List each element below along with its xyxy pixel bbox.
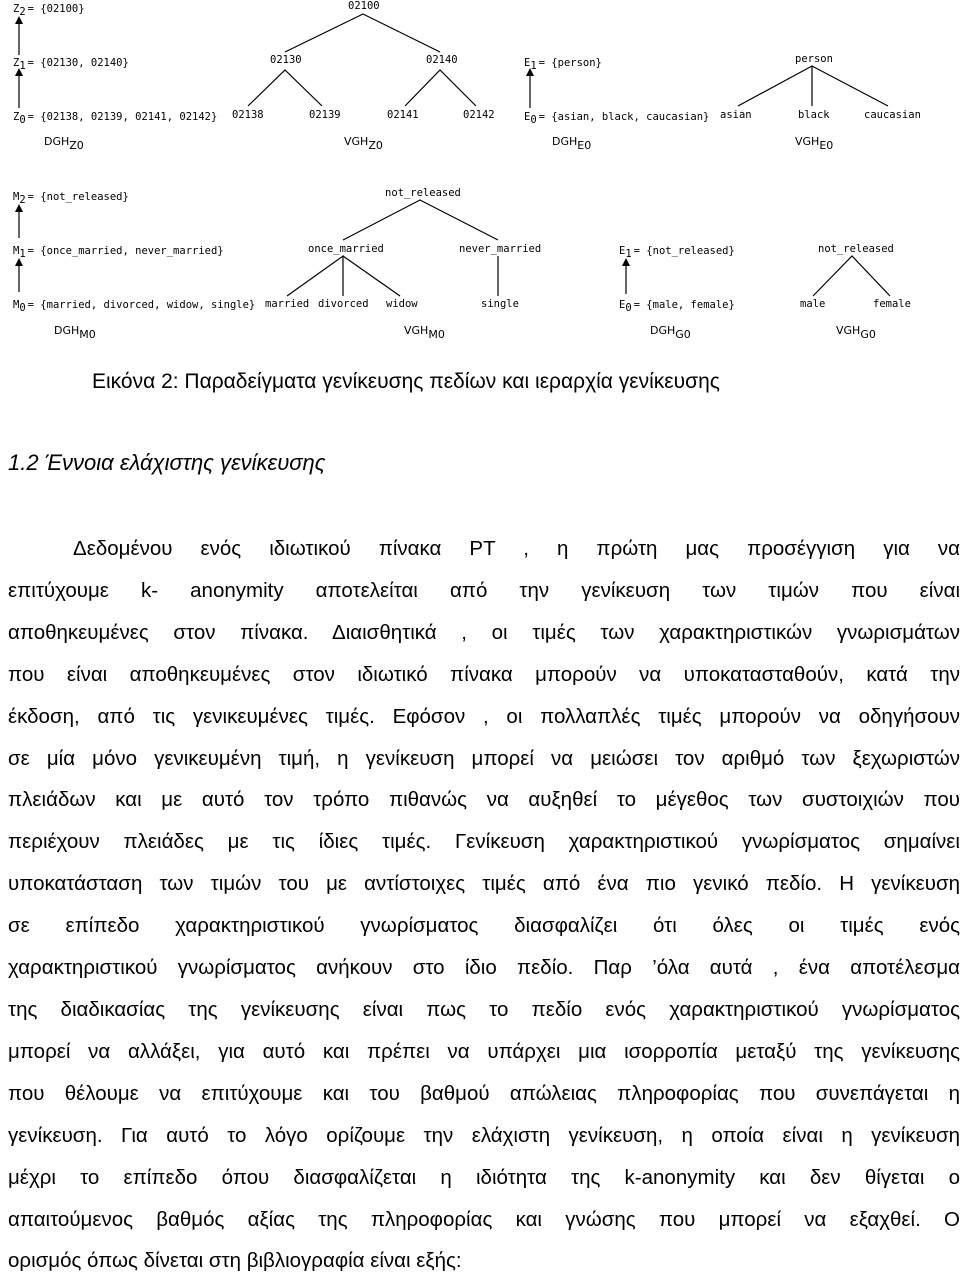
marital-vgh-leaf: widow (386, 298, 418, 310)
svg-text:M2= {not_released}: M2 = {not_released} (13, 191, 129, 206)
marital-dgh-level-0: = {married, divorced, widow, single} (27, 299, 256, 311)
paragraph-line: έκδοση, από τις γενικευμένες τιμές. Εφόσον , οι πολλαπλές τιμές μπορούν να οδηγήσουν (8, 704, 960, 728)
gender-vgh-root: not_released (818, 243, 894, 255)
body-paragraph (8, 528, 960, 1282)
gender-vgh-leaf: male (800, 298, 826, 310)
marital-vgh-node: never_married (459, 243, 542, 255)
paragraph-line: σε μία μόνο γενικευμένη τιμή, η γενίκευση μπορεί να μειώσει τον αριθμό των ξεχωριστών (8, 746, 960, 770)
svg-text:M1= {once_married, never_marri: M1 = {once_married, never_married} (13, 245, 224, 260)
zip-vgh-node: 02130 (270, 54, 302, 66)
marital-dgh-label: DGHM0 (54, 324, 96, 341)
gender-vgh (800, 243, 911, 341)
marital-dgh-level-2: = {not_released} (27, 191, 129, 203)
zip-dgh-label: DGHZ0 (44, 135, 84, 152)
paragraph-line: υποκατάσταση των τιμών του με αντίστοιχες τιμές από ένα πιο γενικό πεδίο. Η γενίκευση (8, 872, 960, 896)
ethnicity-dgh-level-1: = {person} (538, 57, 602, 69)
svg-text:E0= {male, female}: E0 = {male, female} (619, 299, 735, 314)
marital-vgh-leaf: single (481, 298, 519, 310)
svg-text:Z0= {02138, 02139, 02141, 0214: Z0 = {02138, 02139, 02141, 02142} (13, 111, 218, 126)
svg-text:E1= {not_released}: E1 = {not_released} (619, 245, 735, 260)
zip-vgh-leaf: 02142 (463, 109, 495, 121)
ethnicity-dgh-label: DGHE0 (552, 135, 592, 152)
zip-vgh (232, 0, 495, 152)
paragraph-line: που είναι αποθηκευμένες στον ιδιωτικό πίνακα μπορούν να υποκατασταθούν, κατά την (8, 662, 960, 686)
gender-dgh-level-1: = {not_released} (633, 245, 735, 257)
ethnicity-vgh-label: VGHE0 (795, 135, 834, 152)
svg-text:E0= {asian, black, caucasian}: E0 = {asian, black, caucasian} (524, 111, 710, 126)
marital-vgh-label: VGHM0 (404, 324, 445, 341)
gender-dgh (619, 245, 735, 341)
ethnicity-vgh-root: person (795, 53, 833, 65)
gender-dgh-label: DGHG0 (650, 324, 691, 341)
marital-dgh-level-1: = {once_married, never_married} (27, 245, 224, 257)
paragraph-line: επιτύχουμε k- anonymity αποτελείται από την γενίκευση των τιμών που είναι (8, 578, 960, 602)
paragraph-line: ορισμός όπως δίνεται στη βιβλιογραφία είναι εξής: (8, 1249, 462, 1273)
paragraph-line: γενίκευση. Για αυτό το λόγο ορίζουμε την ελάχιστη γενίκευση, η οποία είναι η γενίκευση (8, 1123, 960, 1147)
zip-vgh-leaf: 02138 (232, 109, 264, 121)
zip-dgh-level-2: = {02100} (27, 3, 85, 15)
paragraph-line: απαιτούμενος βαθμός αξίας της πληροφορίας και γνώσης που μπορεί να εξαχθεί. Ο (8, 1207, 960, 1231)
paragraph-line: πλειάδων και με αυτό τον τρόπο πιθανώς να αυξηθεί το μέγεθος των συστοιχιών που (8, 788, 960, 812)
paragraph-line: που θέλουμε να επιτύχουμε και του βαθμού απώλειας πληροφορίας που συνεπάγεται η (8, 1081, 960, 1105)
svg-text:E1= {person}: E1 = {person} (524, 57, 602, 72)
marital-vgh (265, 187, 541, 341)
zip-vgh-leaf: 02139 (309, 109, 341, 121)
section-heading: 1.2 Έννοια ελάχιστης γενίκευσης (8, 450, 326, 475)
zip-vgh-node: 02140 (426, 54, 458, 66)
zip-dgh-level-0: = {02138, 02139, 02141, 02142} (27, 111, 218, 123)
figure-caption: Εικόνα 2: Παραδείγματα γενίκευσης πεδίων και ιεραρχία γενίκευσης (92, 370, 720, 393)
zip-dgh (13, 3, 217, 152)
zip-vgh-leaf: 02141 (387, 109, 419, 121)
paragraph-line: μέχρι το επίπεδο όπου διασφαλίζεται η ιδιότητα της k-anonymity και δεν θίγεται ο (8, 1165, 960, 1189)
paragraph-line: αποθηκευμένες στον πίνακα. Διαισθητικά , οι τιμές των χαρακτηριστικών γνωρισμάτων (8, 620, 960, 644)
ethnicity-vgh (720, 53, 921, 152)
marital-dgh (13, 191, 255, 341)
paragraph-line: μπορεί να αλλάξει, για αυτό και πρέπει να υπάρχει μια ισορροπία μεταξύ της γενίκευσης (8, 1039, 960, 1063)
ethnicity-vgh-leaf: caucasian (864, 109, 921, 121)
zip-dgh-level-1: = {02130, 02140} (27, 57, 129, 69)
marital-vgh-leaf: divorced (318, 298, 369, 310)
paragraph-line: της διαδικασίας της γενίκευσης είναι πως το πεδίο ενός χαρακτηριστικού γνωρίσματος (8, 997, 960, 1021)
marital-vgh-leaf: married (265, 298, 310, 310)
gender-vgh-label: VGHG0 (836, 324, 876, 341)
marital-vgh-root: not_released (385, 187, 461, 199)
ethnicity-dgh-level-0: = {asian, black, caucasian} (538, 111, 710, 123)
svg-text:Z1= {02130, 02140}: Z1 = {02130, 02140} (13, 57, 129, 72)
ethnicity-vgh-leaf: black (798, 109, 830, 121)
gender-vgh-leaf: female (873, 298, 911, 310)
marital-vgh-node: once_married (308, 243, 384, 255)
paragraph-line: Δεδομένου ενός ιδιωτικού πίνακα PT , η πρώτη μας προσέγγιση για να (73, 537, 960, 560)
svg-text:M0= {married, divorced, widow,: M0 = {married, divorced, widow, single} (13, 299, 256, 314)
paragraph-line: χαρακτηριστικού γνωρίσματος ανήκουν στο ίδιο πεδίο. Παρ ’όλα αυτά , ένα αποτέλεσμα (8, 956, 960, 980)
ethnicity-vgh-leaf: asian (720, 109, 752, 121)
gender-dgh-level-0: = {male, female} (633, 299, 735, 311)
paragraph-line: περιέχουν πλειάδες με τις ίδιες τιμές. Γενίκευση χαρακτηριστικού γνωρίσματος σημαίνει (8, 830, 960, 854)
ethnicity-dgh (524, 57, 709, 152)
generalization-hierarchies-figure (0, 0, 960, 350)
svg-text:Z2= {02100}: Z2 = {02100} (13, 3, 85, 18)
zip-vgh-label: VGHZ0 (344, 135, 383, 152)
zip-vgh-root: 02100 (348, 0, 380, 12)
paragraph-line: σε επίπεδο χαρακτηριστικού γνωρίσματος διασφαλίζει ότι όλες οι τιμές ενός (8, 914, 960, 938)
